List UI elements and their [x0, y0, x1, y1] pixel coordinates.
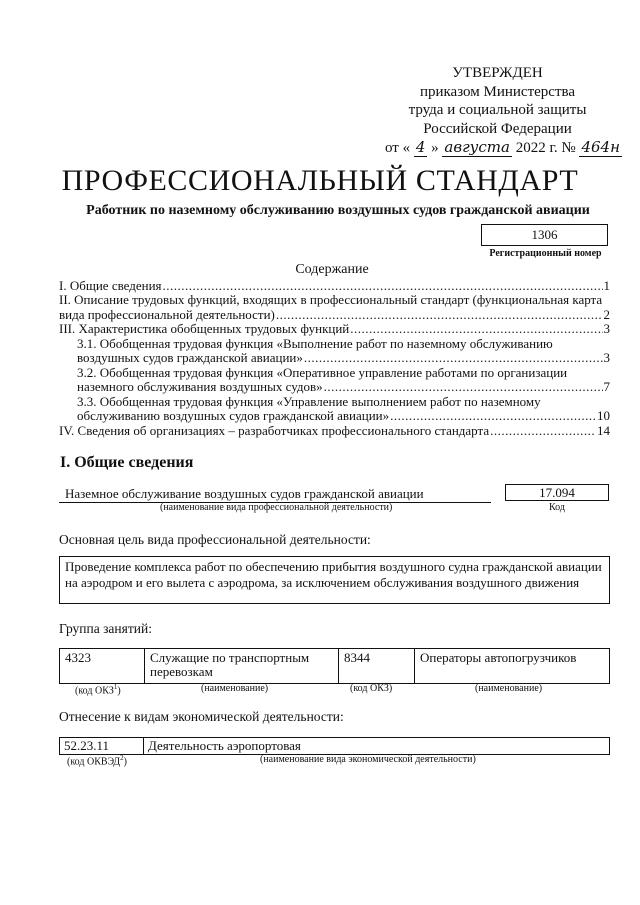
okved-label: Отнесение к видам экономической деятельности: [59, 709, 344, 724]
occupation-table [59, 648, 610, 684]
document-title: ПРОФЕССИОНАЛЬНЫЙ СТАНДАРТ [61, 164, 579, 197]
toc-leader [304, 351, 603, 365]
okz-footnote-mark: 1 [113, 683, 118, 691]
table-row [60, 649, 610, 684]
registration-number-box: 1306 [481, 224, 608, 246]
toc-item[interactable] [59, 308, 610, 322]
toc-item-line-a[interactable]: 3.2. Обобщенная трудовая функция «Оперативное управление работами по организации [77, 365, 568, 380]
toc-item-text: обслуживанию воздушных судов гражданской авиации» [77, 408, 390, 423]
okved-name-cell: Деятельность аэропортовая [144, 738, 610, 755]
activity-name-field: Наземное обслуживание воздушных судов гражданской авиации [59, 486, 491, 503]
document-subtitle: Работник по наземному обслуживанию воздушных судов гражданской авиации [86, 203, 590, 218]
handwritten-day: 4 [415, 138, 426, 156]
activity-code-box: 17.094 [505, 484, 609, 501]
okved-code-label-text: (код ОКВЭД [67, 756, 121, 768]
toc-item-line-a[interactable]: II. Описание трудовых функций, входящих в профессиональный стандарт (функциональная карта [59, 292, 603, 307]
toc-item-page: 3 [603, 350, 610, 365]
toc-leader [276, 308, 603, 322]
occupation-name-cell: Служащие по транспортным перевозкам [145, 649, 339, 684]
toc-item-text: вида профессиональной деятельности) [59, 307, 275, 322]
okved-name-label: (наименование вида экономической деятельности) [260, 754, 476, 765]
toc-item[interactable] [77, 351, 610, 365]
approval-stamp [385, 64, 620, 158]
handwritten-order-number: 464н [581, 138, 620, 156]
registration-number-label: Регистрационный номер [489, 248, 602, 259]
occupation-name-cell: Операторы автопогрузчиков [415, 649, 610, 684]
toc-title: Содержание [295, 262, 369, 277]
toc-item[interactable] [77, 380, 610, 394]
activity-code-label: Код [549, 502, 565, 513]
toc-item-page: 14 [597, 423, 610, 438]
activity-name-label: (наименование вида профессиональной деятельности) [160, 502, 393, 513]
toc-leader [324, 380, 603, 394]
okz-code-cell: 8344 [339, 649, 415, 684]
approval-line-4: Российской Федерации [423, 120, 572, 137]
okved-footnote-mark: 2 [120, 754, 124, 762]
approval-line-1: УТВЕРЖДЕН [452, 65, 543, 81]
handwritten-month: августа [444, 138, 510, 156]
occupation-name-label: (наименование) [201, 683, 269, 694]
approval-line-2: приказом Министерства [419, 83, 576, 100]
toc-item-page: 3 [603, 321, 610, 336]
toc-item-text: IV. Сведения об организациях – разработчиках профессионального стандарта [59, 423, 490, 438]
toc-item-text: воздушных судов гражданской авиации» [77, 350, 303, 365]
toc-item-text: III. Характеристика обобщенных трудовых функций [59, 321, 350, 336]
toc-item-page: 7 [603, 379, 610, 394]
table-row [60, 738, 610, 755]
toc-item[interactable] [59, 279, 610, 293]
okz-code-label-2: (код ОКЗ) [350, 683, 393, 694]
goal-box: Проведение комплекса работ по обеспечению прибытия воздушного судна гражданской авиации на аэродром и его вылета с аэродрома, за исключением обслуживания воздушного движения [59, 556, 610, 604]
toc-leader [350, 322, 602, 336]
toc-item-text: наземного обслуживания воздушных судов» [77, 379, 323, 394]
toc-item[interactable] [59, 424, 610, 438]
toc-leader [163, 279, 603, 293]
toc-leader [390, 409, 596, 423]
toc-item-page: 1 [603, 278, 610, 293]
toc-item[interactable] [77, 409, 610, 423]
okz-code-label: (код ОКЗ$^1$) [75, 683, 121, 697]
approval-line-3: труда и социальной защиты [408, 102, 587, 118]
okz-code-cell: 4323 [60, 649, 145, 684]
toc-item-line-a[interactable]: 3.1. Обобщенная трудовая функция «Выполнение работ по наземному обслуживанию [77, 336, 553, 351]
toc-item-page: 2 [603, 307, 610, 322]
toc-item-text: I. Общие сведения [59, 278, 162, 293]
date-year: 2022 г. № [515, 140, 576, 156]
okved-code-label: (код ОКВЭД$^2$) [67, 754, 127, 768]
toc-item[interactable] [59, 322, 610, 336]
toc-item-line-a[interactable]: 3.3. Обобщенная трудовая функция «Управление выполнением работ по наземному [77, 394, 541, 409]
toc-leader [490, 424, 596, 438]
okz-code-label-text: (код ОКЗ [75, 685, 114, 697]
toc-item-page: 10 [597, 408, 610, 423]
okved-table [59, 737, 610, 755]
goal-label: Основная цель вида профессиональной деятельности: [59, 532, 371, 547]
date-prefix: от « [385, 140, 411, 156]
occupation-group-label: Группа занятий: [59, 621, 152, 636]
okved-code-cell: 52.23.11 [60, 738, 144, 755]
section-heading: I. Общие сведения [60, 454, 194, 471]
occupation-name-label-2: (наименование) [475, 683, 543, 694]
approval-date-line [385, 138, 620, 158]
date-mid: » [431, 140, 439, 156]
